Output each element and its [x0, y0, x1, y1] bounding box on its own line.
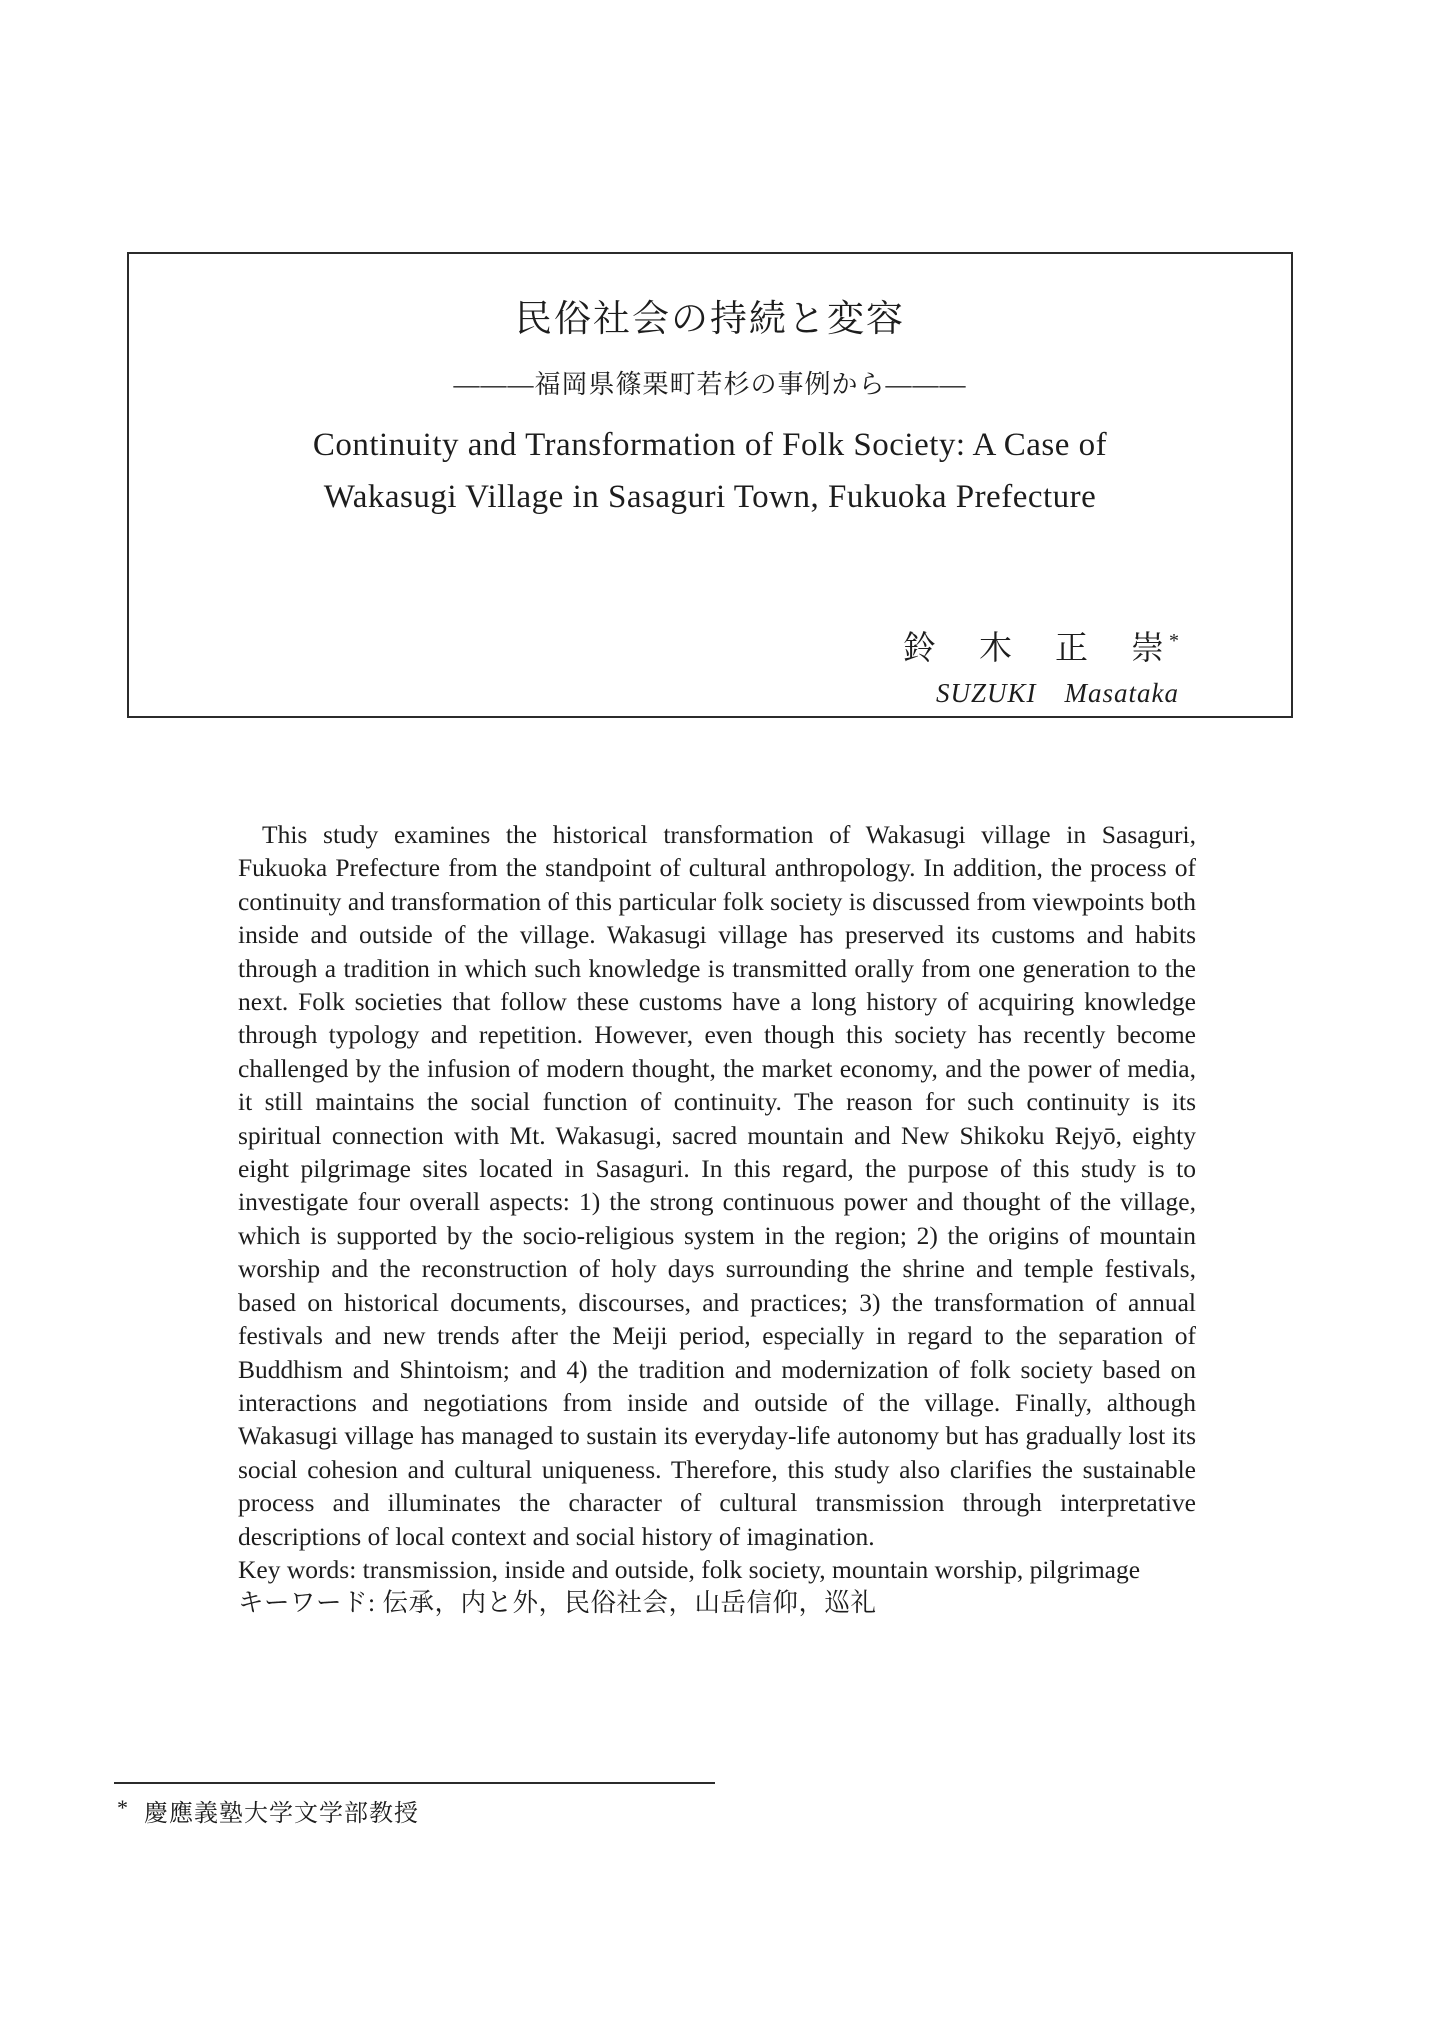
author-name-romanized: SUZUKI Masataka	[936, 678, 1179, 708]
author-name-japanese	[903, 622, 1179, 669]
footnote-marker: *	[117, 1795, 128, 1820]
author-name-japanese-text: 鈴 木 正 崇	[903, 631, 1169, 667]
keywords-japanese: キーワード: 伝承，内と外，民俗社会，山岳信仰，巡礼	[238, 1588, 877, 1618]
author-footnote-marker: *	[1169, 630, 1179, 652]
abstract-paragraph: This study examines the historical transformation of Wakasugi village in Sasaguri, Fukuoka Prefecture from the standpoint of cultural anthropology. In addition, the process of continuity and transformation of this particular folk society is discussed from viewpoints both inside and outside of the village. Wakasugi village has preserved its customs and habits through a tradition in which such knowledge is transmitted orally from one generation to the next. Folk societies that follow these customs have a long history of acquiring knowledge through typology and repetition. However, even though this society has recently become challenged by the infusion of modern thought, the market economy, and the power of media, it still maintains the social function of continuity. The reason for such continuity is its spiritual connection with Mt. Wakasugi, sacred mountain and New Shikoku Rejyō, eighty eight pilgrimage sites located in Sasaguri. In this regard, the purpose of this study is to investigate four overall aspects: 1) the strong continuous power and thought of the village, which is supported by the socio-religious system in the region; 2) the origins of mountain worship and the reconstruction of holy days surrounding the shrine and temple festivals, based on historical documents, discourses, and practices; 3) the transformation of annual festivals and new trends after the Meiji period, especially in regard to the separation of Buddhism and Shintoism; and 4) the tradition and modernization of folk society based on interactions and negotiations from inside and outside of the village. Finally, although Wakasugi village has managed to sustain its everyday-life autonomy but has gradually lost its social cohesion and cultural uniqueness. Therefore, this study also clarifies the sustainable process and illuminates the character of cultural transmission through interpretative descriptions of local context and social history of imagination.	[238, 820, 1196, 1551]
paper-title-english-line2: Wakasugi Village in Sasaguri Town, Fukuoka Prefecture	[323, 479, 1097, 515]
paper-title-english-line1: Continuity and Transformation of Folk Society: A Case of	[312, 427, 1108, 463]
paper-subtitle-japanese: ———福岡県篠栗町若杉の事例から———	[453, 370, 967, 399]
author-block	[903, 622, 1179, 709]
keywords-english: Key words: transmission, inside and outside, folk society, mountain worship, pilgrimage	[238, 1554, 1141, 1584]
abstract-block	[238, 818, 1196, 1620]
paper-title-japanese: 民俗社会の持続と変容	[515, 299, 905, 340]
footnote	[117, 1793, 419, 1828]
footnote-text: 慶應義塾大学文学部教授	[144, 1801, 419, 1827]
paper-title-english	[129, 419, 1291, 523]
title-box	[127, 252, 1293, 718]
footnote-divider	[114, 1782, 715, 1784]
